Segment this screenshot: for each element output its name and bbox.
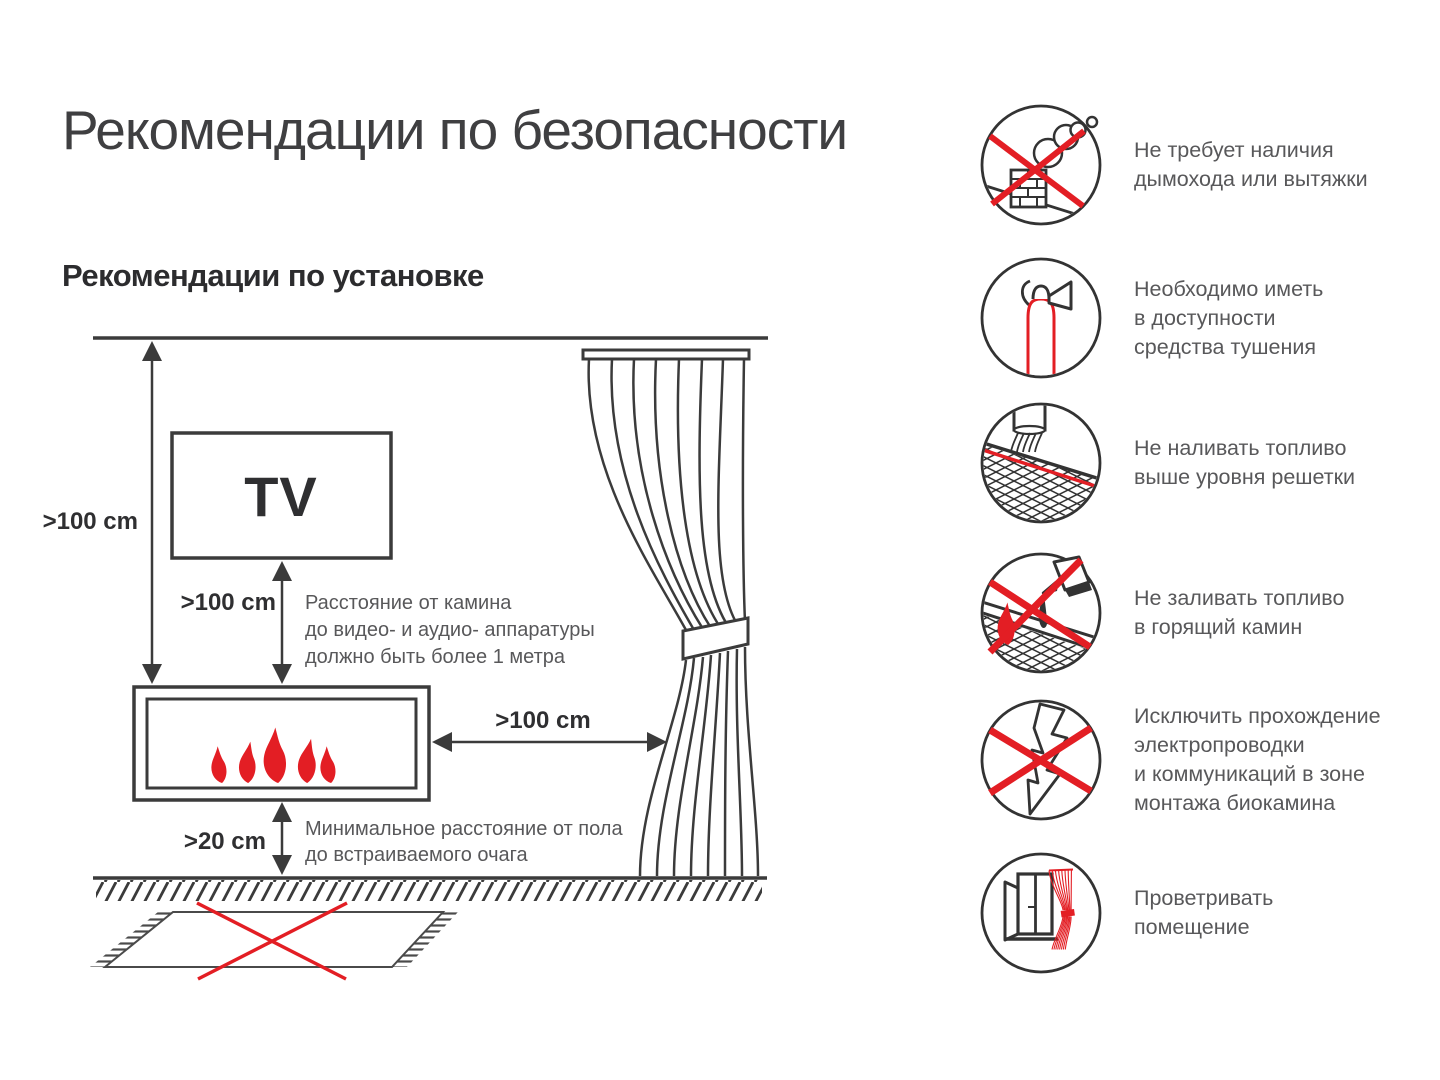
ventilate-icon xyxy=(978,850,1104,976)
tv-label: TV xyxy=(244,465,318,528)
tv-distance-note xyxy=(305,592,595,668)
safety-item-text: Не заливать топливо в горящий камин xyxy=(1134,586,1345,639)
safety-item xyxy=(978,697,1428,823)
tv-distance-label: >100 cm xyxy=(180,589,276,616)
svg-text:должно быть более 1 метра: должно быть более 1 метра xyxy=(305,646,565,668)
fuel-level-icon xyxy=(978,400,1104,526)
no-refuel-burning-icon xyxy=(978,550,1104,676)
floor-hatch xyxy=(96,880,762,901)
safety-item xyxy=(978,255,1428,381)
curtain-rod xyxy=(583,350,749,359)
floor-distance-note xyxy=(305,818,623,866)
safety-item xyxy=(978,850,1428,976)
no-chimney-icon xyxy=(978,102,1104,228)
svg-text:Минимальное расстояние от пола: Минимальное расстояние от пола xyxy=(305,818,623,840)
section-subtitle: Рекомендации по установке xyxy=(62,258,484,293)
safety-item-text: Необходимо иметь в доступности средства тушения xyxy=(1134,276,1324,359)
window-shape xyxy=(1005,874,1058,940)
safety-item-text: Исключить прохождение электропроводки и коммуникаций в зоне монтажа биокамина xyxy=(1134,704,1381,815)
extinguisher-neck xyxy=(1033,286,1049,299)
no-wiring-icon xyxy=(978,697,1104,823)
safety-item-text: Не требует наличия дымохода или вытяжки xyxy=(1134,138,1368,191)
safety-item xyxy=(978,400,1428,526)
floor-distance-label: >20 cm xyxy=(183,828,266,855)
curtain xyxy=(583,350,758,876)
extinguisher-body xyxy=(1028,299,1054,377)
page-title: Рекомендации по безопасности xyxy=(62,99,848,161)
svg-text:до встраиваемого очага: до встраиваемого очага xyxy=(305,844,528,866)
svg-text:до видео- и аудио- аппаратуры: до видео- и аудио- аппаратуры xyxy=(305,619,595,641)
extinguisher-hose xyxy=(1022,281,1030,305)
extinguisher-horn xyxy=(1049,282,1071,309)
safety-item-text: Не наливать топливо выше уровня решетки xyxy=(1134,436,1356,489)
fuel-stream xyxy=(1011,433,1042,452)
curtain-distance-label: >100 cm xyxy=(495,707,591,734)
curtain-tie xyxy=(683,618,748,659)
fireplace xyxy=(134,687,429,800)
fire-extinguisher-icon xyxy=(978,255,1104,381)
safety-item xyxy=(978,102,1428,228)
svg-text:Расстояние от камина: Расстояние от камина xyxy=(305,592,512,614)
safety-item-text: Проветривать помещение xyxy=(1134,886,1274,939)
tv-box xyxy=(172,433,391,558)
ceiling-distance-label: >100 cm xyxy=(42,508,138,535)
curtain-tie xyxy=(1061,909,1075,917)
safety-item xyxy=(978,550,1428,676)
